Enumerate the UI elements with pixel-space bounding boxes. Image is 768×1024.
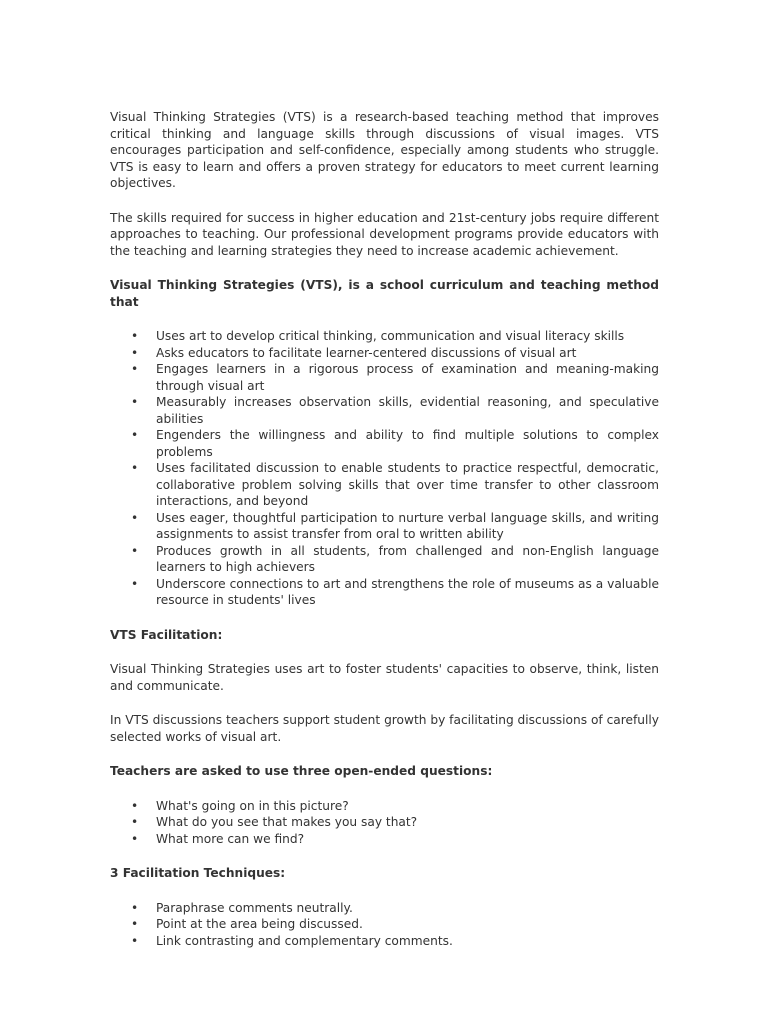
facilitation-techniques-list <box>110 900 659 950</box>
list-item <box>110 933 659 950</box>
list-item-text: Measurably increases observation skills, evidential reasoning, and speculative abilities <box>156 395 659 426</box>
bullet-icon: • <box>131 933 139 948</box>
list-item-text: Produces growth in all students, from challenged and non-English language learners to high achievers <box>156 543 659 574</box>
list-item <box>110 394 659 427</box>
bullet-icon: • <box>131 543 139 558</box>
bullet-icon: • <box>131 815 139 829</box>
list-item-text: What do you see that makes you say that? <box>156 815 418 829</box>
bullet-icon: • <box>131 917 139 931</box>
list-item-text: Paraphrase comments neutrally. <box>156 900 353 915</box>
list-item <box>110 460 659 510</box>
bullet-icon: • <box>131 798 139 813</box>
vts-curriculum-heading: Visual Thinking Strategies (VTS), is a school curriculum and teaching method that <box>110 278 659 309</box>
list-item-text: Link contrasting and complementary comments. <box>156 933 453 948</box>
list-item-text: Uses art to develop critical thinking, communication and visual literacy skills <box>156 329 625 343</box>
bullet-icon: • <box>131 428 139 442</box>
list-item-text: Asks educators to facilitate learner-centered discussions of visual art <box>156 345 577 360</box>
bullet-icon: • <box>131 900 139 915</box>
open-ended-questions-heading: Teachers are asked to use three open-ended questions: <box>110 764 493 778</box>
list-item <box>110 543 659 576</box>
bullet-icon: • <box>131 831 139 846</box>
list-item <box>110 361 659 394</box>
list-item <box>110 916 659 933</box>
list-item <box>110 831 659 848</box>
bullet-icon: • <box>131 461 139 475</box>
list-item-text: Point at the area being discussed. <box>156 917 363 931</box>
vts-facilitation-heading: VTS Facilitation: <box>110 627 223 642</box>
list-item <box>110 798 659 815</box>
bullet-icon: • <box>131 395 139 409</box>
list-item <box>110 900 659 917</box>
list-item <box>110 345 659 362</box>
facilitation-techniques-heading: 3 Facilitation Techniques: <box>110 866 286 880</box>
list-item <box>110 510 659 543</box>
open-ended-questions-list <box>110 798 659 848</box>
list-item <box>110 427 659 460</box>
intro-paragraph-2: The skills required for success in higher education and 21st-century jobs require different approaches to teaching. Our professional development programs provide educators with the teaching and learning strategies they need to increase academic achievement. <box>110 210 659 258</box>
list-item-text: Uses facilitated discussion to enable students to practice respectful, democratic, collaborative problem solving skills that over time transfer to other classroom interactions, and beyond <box>156 461 659 508</box>
bullet-icon: • <box>131 345 139 360</box>
document-body <box>110 109 659 949</box>
intro-paragraph-1: Visual Thinking Strategies (VTS) is a research-based teaching method that improves critical thinking and language skills through discussions of visual images. VTS encourages participation and self-confidence, especially among students who struggle. VTS is easy to learn and offers a proven strategy for educators to meet current learning objectives. <box>110 110 659 190</box>
bullet-icon: • <box>131 576 139 591</box>
list-item <box>110 328 659 345</box>
list-item <box>110 576 659 609</box>
bullet-icon: • <box>131 510 139 525</box>
vts-curriculum-list <box>110 328 659 609</box>
list-item-text: What more can we find? <box>156 831 305 846</box>
facilitation-paragraph-2: In VTS discussions teachers support student growth by facilitating discussions of carefully selected works of visual art. <box>110 713 659 744</box>
bullet-icon: • <box>131 329 139 343</box>
list-item-text: Engenders the willingness and ability to find multiple solutions to complex problems <box>156 428 659 459</box>
list-item-text: What's going on in this picture? <box>156 798 349 813</box>
facilitation-paragraph-1: Visual Thinking Strategies uses art to foster students' capacities to observe, think, listen and communicate. <box>110 662 659 693</box>
bullet-icon: • <box>131 362 139 376</box>
list-item-text: Engages learners in a rigorous process of examination and meaning-making through visual art <box>156 362 659 393</box>
list-item <box>110 814 659 831</box>
list-item-text: Underscore connections to art and strengthens the role of museums as a valuable resource in students' lives <box>156 576 659 607</box>
list-item-text: Uses eager, thoughtful participation to nurture verbal language skills, and writing assignments to assist transfer from oral to written ability <box>156 510 659 541</box>
